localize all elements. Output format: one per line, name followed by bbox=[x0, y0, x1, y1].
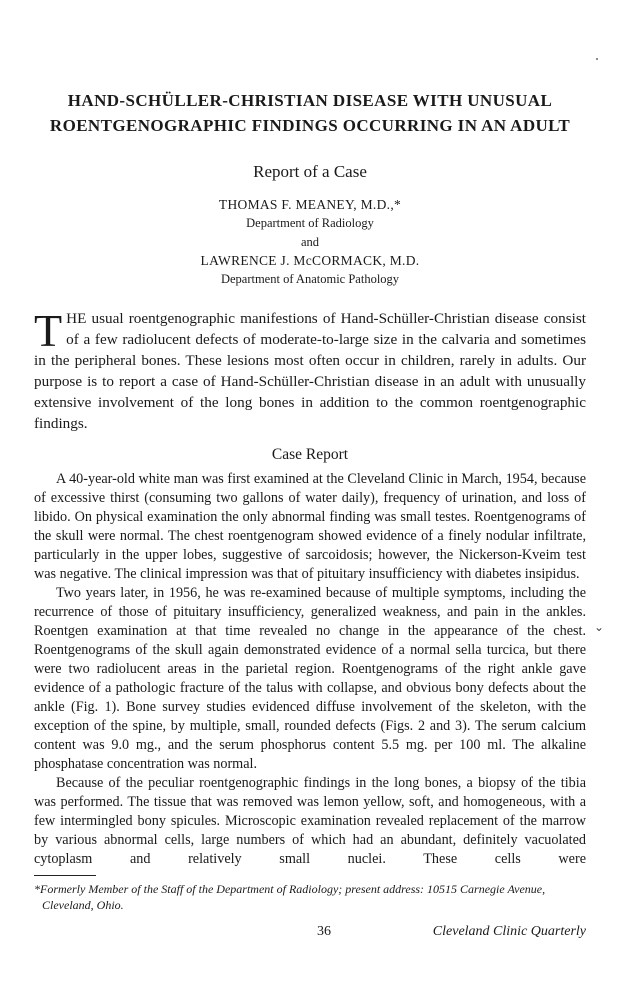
author-conjunction: and bbox=[300, 235, 320, 249]
article-page bbox=[34, 88, 586, 913]
case-paragraph-3: Because of the peculiar roentgenographic findings in the long bones, a biopsy of the tibia was performed. The tissue that was removed was lemon yellow, soft, and homogeneous, with a few intermingled bony spicules. Microscopic examination revealed replacement of the marrow by various abnormal cells, large numbers of which had an abundant, definitely vacuolated cytoplasm and relatively small nuclei. These cells were bbox=[34, 775, 586, 867]
footnote-rule bbox=[34, 875, 96, 876]
page-number: 36 bbox=[317, 924, 331, 939]
author-footnote: *Formerly Member of the Staff of the Department of Radiology; present address: 10515 Carnegie Avenue, Cleveland, Ohio. bbox=[34, 882, 546, 912]
article-subtitle: Report of a Case bbox=[253, 162, 367, 181]
author-1-department: Department of Radiology bbox=[246, 216, 374, 230]
author-1-name: THOMAS F. MEANEY, M.D.,* bbox=[218, 197, 402, 212]
margin-dot bbox=[596, 58, 598, 60]
case-paragraph-2: Two years later, in 1956, he was re-examined because of multiple symptoms, including the recurrence of those of pituitary insufficiency, generalized weakness, and pain in the ankles. Roentgen examination at that time revealed no change in the appearance of the chest. Roentgenograms of the skull again demonstrated evidence of a normal sella turcica, but there were two radiolucent areas in the parietal region. Roentgenograms of the right ankle gave evidence of a pathologic fracture of the talus with collapse, and obvious bony defects about the ankle (Fig. 1). Bone survey studies evidenced diffuse involvement of the skeleton, with the exception of the spine, by multiple, small, rounded defects (Figs. 2 and 3). The serum calcium content was 9.0 mg., and the serum phosphorus content 5.5 mg. per 100 ml. The alkaline phosphatase concentration was normal. bbox=[34, 585, 586, 772]
intro-paragraph bbox=[34, 305, 586, 434]
case-paragraph-1: A 40-year-old white man was first examined at the Cleveland Clinic in March, 1954, because of excessive thirst (consuming two gallons of water daily), frequency of urination, and loss of libido. On physical examination the only abnormal finding was small testes. Roentgenograms of the skull were normal. The chest roentgenogram showed evidence of a finely nodular infiltrate, particularly in the upper lobes, suggestive of sarcoidosis; however, the Nickerson-Kveim test was negative. The clinical impression was that of pituitary insufficiency with diabetes insipidus. bbox=[34, 471, 586, 582]
author-2-department: Department of Anatomic Pathology bbox=[220, 272, 400, 286]
drop-cap: T bbox=[34, 305, 63, 356]
title-line-2: ROENTGENOGRAPHIC FINDINGS OCCURRING IN AN ADULT bbox=[49, 116, 571, 135]
journal-name: Cleveland Clinic Quarterly bbox=[432, 924, 586, 939]
title-line-1: HAND-SCHÜLLER-CHRISTIAN DISEASE WITH UNUSUAL bbox=[67, 91, 553, 110]
author-2-name: LAWRENCE J. McCORMACK, M.D. bbox=[200, 253, 420, 268]
margin-tick-mark: ⌄ bbox=[594, 620, 605, 634]
intro-text: HE usual roentgenographic manifestions of Hand-Schüller-Christian disease consist of a few radiolucent defects of moderate-to-large size in the calvaria and sometimes in the peripheral bones. These lesions most often occur in children, rarely in adults. Our purpose is to report a case of Hand-Schüller-Christian disease in an adult with unusually extensive involvement of the long bones in addition to the common roentgenographic findings. bbox=[34, 310, 586, 432]
page-footer bbox=[34, 924, 586, 944]
section-heading-case-report: Case Report bbox=[271, 446, 349, 463]
article-title bbox=[34, 88, 586, 138]
